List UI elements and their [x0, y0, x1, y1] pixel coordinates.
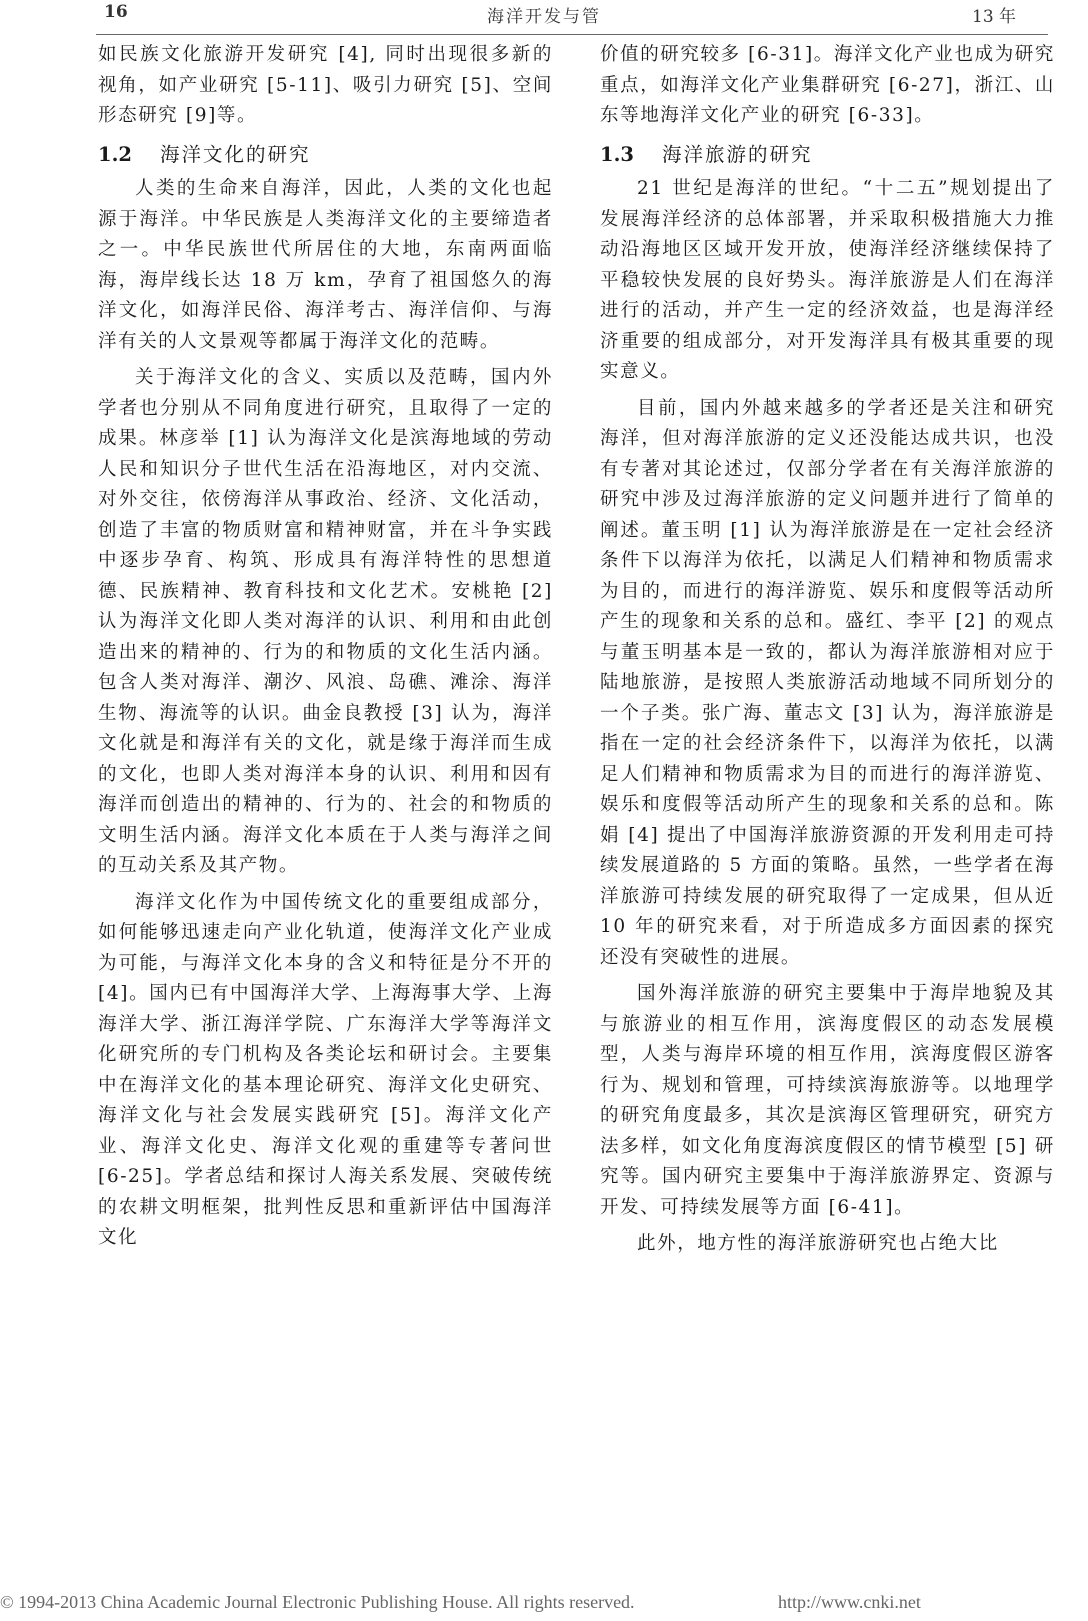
paragraph: 21 世纪是海洋的世纪。“十二五”规划提出了发展海洋经济的总体部署，并采取积极措施大力推动沿海地区区域开发开放，使海洋经济继续保持了平稳较快发展的良好势头。海洋旅游是人们在海洋进行的活动，并产生一定的经济效益，也是海洋经济重要的组成部分，对开发海洋具有极其重要的现实意义。 [600, 178, 1055, 382]
page-number: 16 [104, 2, 128, 22]
paragraph: 如民族文化旅游开发研究 [4], 同时出现很多新的视角，如产业研究 [5-11]、吸引力研究 [5]、空间形态研究 [9]等。 [98, 44, 553, 126]
cnki-link[interactable]: http://www.cnki.net [778, 1592, 921, 1612]
paragraph: 海洋文化作为中国传统文化的重要组成部分，如何能够迅速走向产业化轨道，使海洋文化产业成为可能，与海洋文化本身的含义和特征是分不开的 [4]。国内已有中国海洋大学、上海海事大学、上海海洋大学、浙江海洋学院、广东海洋大学等海洋文化研究所的专门机构及各类论坛和研讨会。主要集中在海洋文化的基本理论研究、海洋文化史研究、海洋文化与社会发展实践研究 [5]。海洋文化产业、海洋文化史、海洋文化观的重建等专著问世 [6-25]。学者总结和探讨人海关系发展、突破传统的农耕文明框架，批判性反思和重新评估中国海洋文化 [98, 891, 553, 1248]
section-title: 海洋文化的研究 [159, 142, 311, 166]
journal-year: 13 年 [972, 7, 1017, 27]
copyright-text: © 1994-2013 China Academic Journal Electronic Publishing House. All rights reserved. [0, 1592, 635, 1612]
paragraph: 价值的研究较多 [6-31]。海洋文化产业也成为研究重点，如海洋文化产业集群研究 [6-27]，浙江、山东等地海洋文化产业的研究 [6-33]。 [600, 44, 1055, 126]
running-header [0, 0, 1088, 30]
paragraph: 关于海洋文化的含义、实质以及范畴，国内外学者也分别从不同角度进行研究，且取得了一定的成果。林彦举 [1] 认为海洋文化是滨海地域的劳动人民和知识分子世代生活在沿海地区，对内交流、对外交往，依傍海洋从事政治、经济、文化活动，创造了丰富的物质财富和精神财富，并在斗争实践中逐步孕育、构筑、形成具有海洋特性的思想道德、民族精神、教育科技和文化艺术。安桃艳 [2] 认为海洋文化即人类对海洋的认识、利用和由此创造出来的精神的、行为的和物质的文化生活内涵。包含人类对海洋、潮汐、风浪、岛礁、滩涂、海洋生物、海流等的认识。曲金良教授 [3] 认为，海洋文化就是和海洋有关的文化，就是缘于海洋而生成的文化，也即人类对海洋本身的认识、利用和因有海洋而创造出的精神的、行为的、社会的和物质的文明生活内涵。海洋文化本质在于人类与海洋之间的互动关系及其产物。 [98, 367, 553, 876]
paragraph: 人类的生命来自海洋，因此，人类的文化也起源于海洋。中华民族是人类海洋文化的主要缔造者之一。中华民族世代所居住的大地，东南两面临海，海岸线长达 18 万 km，孕育了祖国悠久的海洋文化，如海洋民俗、海洋考古、海洋信仰、与海洋有关的人文景观等都属于海洋文化的范畴。 [98, 178, 553, 352]
header-rule [96, 34, 1048, 35]
section-title: 海洋旅游的研究 [661, 142, 813, 166]
section-heading-1-3 [600, 140, 1055, 171]
right-column [600, 40, 1055, 1266]
journal-title: 海洋开发与管 [487, 7, 601, 27]
section-heading-1-2 [98, 140, 553, 171]
paragraph: 国外海洋旅游的研究主要集中于海岸地貌及其与旅游业的相互作用，滨海度假区的动态发展模型，人类与海岸环境的相互作用，滨海度假区游客行为、规划和管理，可持续滨海旅游等。以地理学的研究角度最多，其次是滨海区管理研究，研究方法多样，如文化角度海滨度假区的情节模型 [5] 研究等。国内研究主要集中于海洋旅游界定、资源与开发、可持续发展等方面 [6-41]。 [600, 983, 1055, 1218]
left-column [98, 40, 553, 1260]
section-number: 1.2 [98, 142, 132, 166]
paragraph: 目前，国内外越来越多的学者还是关注和研究海洋，但对海洋旅游的定义还没能达成共识，也没有专著对其论述过，仅部分学者在有关海洋旅游的研究中涉及过海洋旅游的定义问题并进行了简单的阐述。董玉明 [1] 认为海洋旅游是在一定社会经济条件下以海洋为依托，以满足人们精神和物质需求为目的，而进行的海洋游览、娱乐和度假等活动所产生的现象和关系的总和。盛红、李平 [2] 的观点与董玉明基本是一致的，都认为海洋旅游相对应于陆地旅游，是按照人类旅游活动地域不同所划分的一个子类。张广海、董志文 [3] 认为，海洋旅游是指在一定的社会经济条件下，以海洋为依托，以满足人们精神和物质需求为目的而进行的海洋游览、娱乐和度假等活动所产生的现象和关系的总和。陈娟 [4] 提出了中国海洋旅游资源的开发利用走可持续发展道路的 5 方面的策略。虽然，一些学者在海洋旅游可持续发展的研究取得了一定成果，但从近 10 年的研究来看，对于所造成多方面因素的探究还没有突破性的进展。 [600, 397, 1055, 968]
section-number: 1.3 [600, 142, 634, 166]
paragraph: 此外，地方性的海洋旅游研究也占绝大比 [637, 1233, 999, 1254]
